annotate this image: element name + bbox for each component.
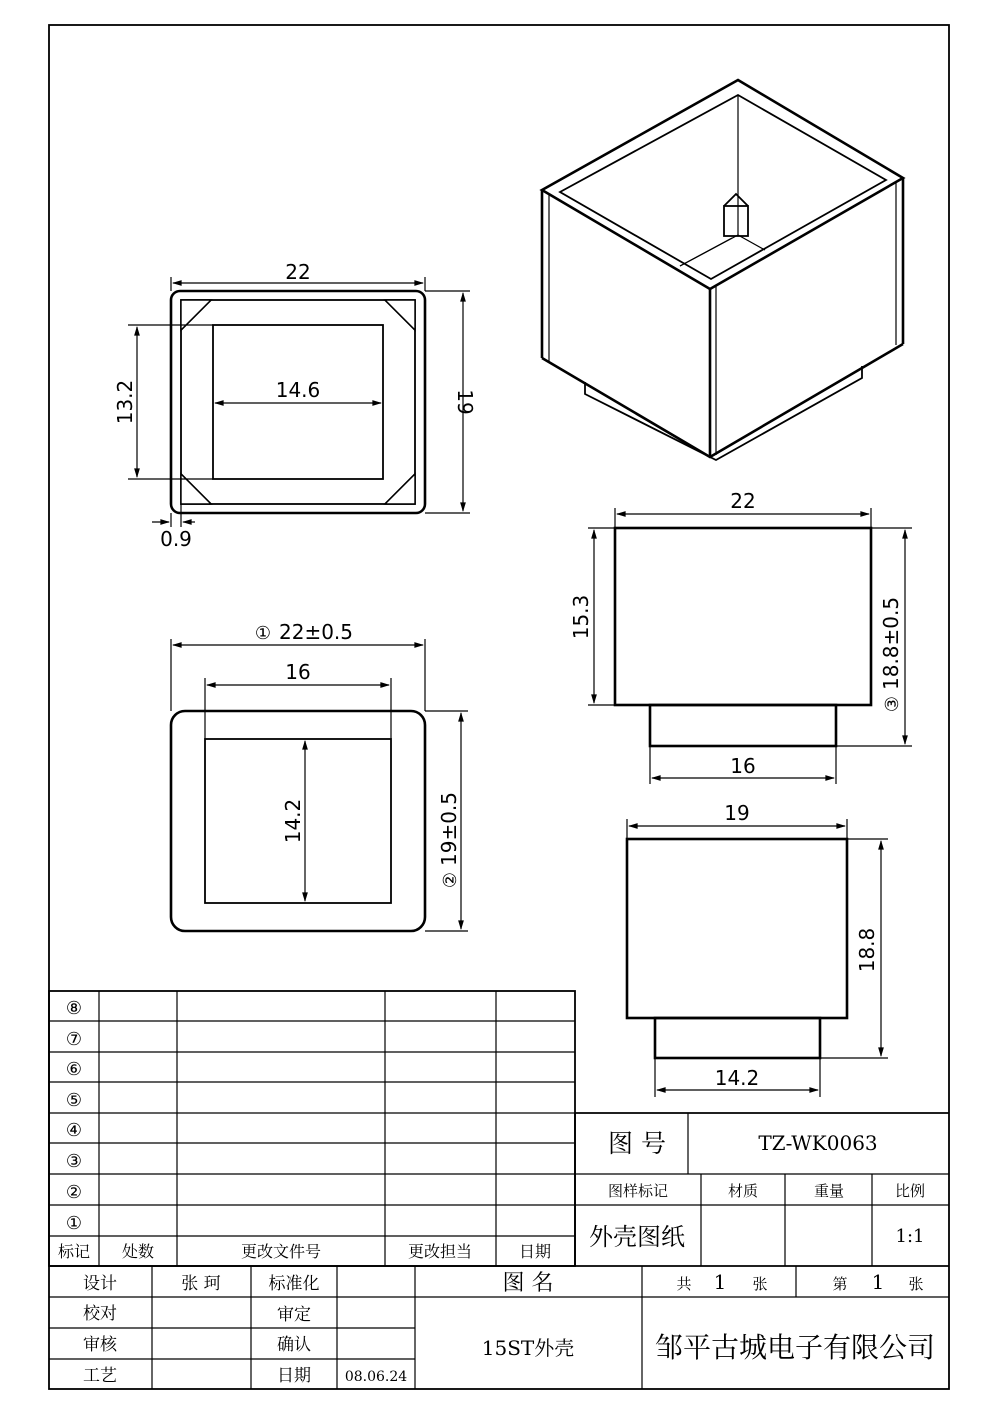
revision-row-mark: ④ [65,1120,83,1141]
top-view [113,260,477,551]
sample-mark-label: 图样标记 [607,1182,669,1200]
sheet-value: 1 [871,1270,885,1294]
wall-thickness-label: 0.9 [160,527,192,551]
drawing-name-label: 图 名 [502,1271,554,1296]
signoff-block [49,1266,949,1389]
front-body-height-label: 15.3 [569,594,593,640]
date-value: 08.06.24 [344,1369,408,1385]
revision-header-owner: 更改担当 [407,1242,473,1261]
inner-width-label: 14.6 [275,378,321,402]
company-name: 邹平古城电子有限公司 [654,1331,936,1364]
scale-label: 比例 [894,1182,926,1200]
title-block [575,1113,949,1266]
front-base-width-label: 16 [730,754,756,778]
side-total-height-label: 18.8 [855,927,879,973]
sheet-unit: 张 [908,1275,924,1293]
design-label: 设计 [83,1274,117,1294]
drawing-number-label: 图 号 [608,1129,666,1158]
front-total-mark: ③ [882,695,903,713]
confirm-label: 确认 [277,1335,311,1355]
weight-label: 重量 [813,1182,845,1200]
date-label: 日期 [277,1366,311,1386]
front-view-base [650,705,836,746]
top-width-label: 22 [285,260,311,284]
revision-row-mark: ② [65,1182,83,1203]
drawing-number: TZ-WK0063 [758,1131,878,1155]
drawing-name: 15ST外壳 [481,1336,575,1360]
bottom-height-mark: ② [440,871,461,889]
corner-gussets [181,300,415,504]
bottom-inner-height-label: 14.2 [281,798,305,844]
isometric-view [542,80,903,460]
front-view [569,489,912,784]
bottom-inner-width-label: 16 [285,660,311,684]
revision-header-count: 处数 [121,1242,155,1261]
side-base-width-label: 14.2 [714,1066,760,1090]
bottom-height-label: 19±0.5 [437,791,461,866]
revision-table [49,991,575,1266]
total-value: 1 [713,1270,727,1294]
side-view-base [655,1018,820,1058]
approve-label: 审定 [277,1305,311,1325]
sample-mark-value: 外壳图纸 [589,1223,685,1251]
top-view-window [213,325,383,479]
inner-height-label: 13.2 [113,379,137,425]
revision-header-date: 日期 [518,1242,552,1261]
revision-row-mark: ⑥ [65,1059,83,1080]
revision-header-mark: 标记 [57,1242,91,1261]
revision-row-mark: ⑦ [65,1029,83,1050]
bottom-width-mark: ① [254,623,272,644]
front-view-body [615,528,871,705]
front-total-height-label: 18.8±0.5 [879,596,903,690]
sheet-label: 第 [832,1275,848,1293]
side-width-label: 19 [724,801,750,825]
center-post [724,206,748,236]
top-view-inner-wall [181,300,415,504]
total-label: 共 [676,1275,692,1293]
review-label: 审核 [83,1335,117,1355]
front-width-label: 22 [730,489,756,513]
revision-row-mark: ① [65,1213,83,1234]
bottom-view [171,620,468,931]
outer-height-label: 19 [453,389,477,415]
revision-row-mark: ③ [65,1151,83,1172]
side-view-body [627,839,847,1018]
bottom-width-label: 22±0.5 [279,620,354,644]
revision-row-mark: ⑧ [65,998,83,1019]
side-view [627,801,888,1097]
design-value: 张 珂 [181,1274,221,1294]
material-label: 材质 [727,1182,759,1200]
process-label: 工艺 [83,1366,117,1386]
check-label: 校对 [83,1304,117,1324]
standard-label: 标准化 [268,1274,320,1294]
scale-value: 1:1 [895,1226,925,1247]
total-unit: 张 [752,1275,768,1293]
revision-row-mark: ⑤ [65,1090,83,1111]
revision-header-doc: 更改文件号 [240,1242,322,1261]
